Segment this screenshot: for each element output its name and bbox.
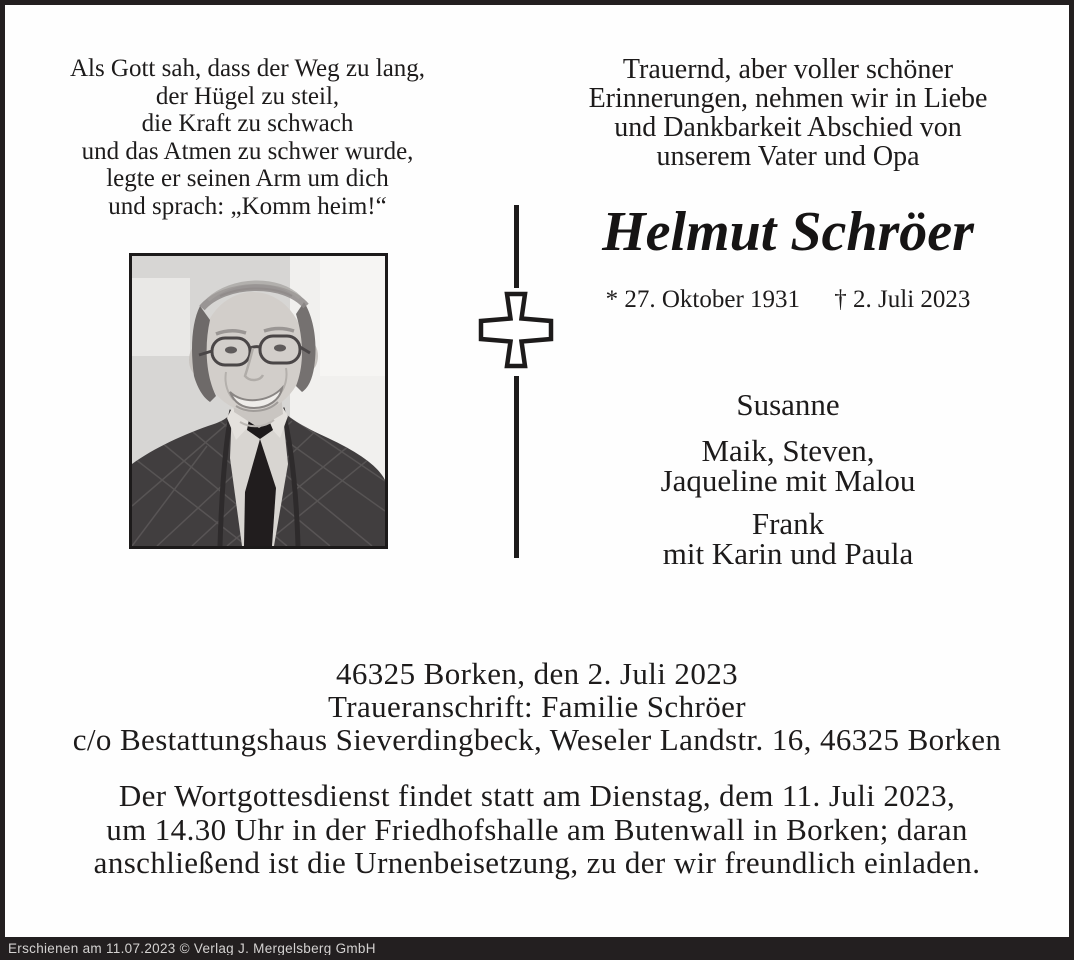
mourner-line: mit Karin und Paula: [662, 536, 914, 571]
mourner-line: Susanne: [736, 387, 840, 422]
imprint-text: Erschienen am 11.07.2023 © Verlag J. Mergelsberg GmbH: [8, 941, 376, 956]
mourner-line: Jaqueline mit Malou: [660, 463, 916, 498]
life-dates: [538, 286, 1038, 314]
poem-line: und das Atmen zu schwer wurde,: [81, 137, 414, 165]
service-line: Der Wortgottesdienst findet statt am Dienstag, dem 11. Juli 2023,: [118, 778, 956, 813]
poem-line: Als Gott sah, dass der Weg zu lang,: [69, 55, 426, 82]
mourner-group: [538, 387, 1038, 422]
intro-line: und Dankbarkeit Abschied von: [614, 112, 962, 143]
service-line: um 14.30 Uhr in der Friedhofshalle am Butenwall in Borken; daran: [106, 811, 968, 847]
mourner-group: [538, 506, 1038, 571]
service-line: anschließend ist die Urnenbeisetzung, zu der wir freundlich einladen.: [93, 845, 981, 880]
address-block: [5, 657, 1069, 756]
birth-date: * 27. Oktober 1931: [605, 286, 801, 313]
divider-line-bottom: [514, 376, 519, 558]
poem-line: die Kraft zu schwach: [141, 110, 354, 137]
intro-line: Trauernd, aber voller schöner: [622, 54, 954, 85]
divider-line-top: [514, 205, 519, 288]
mourner-line: Frank: [751, 506, 825, 541]
farewell-intro: [538, 55, 1038, 171]
publisher-bar: [0, 937, 1074, 960]
death-date: † 2. Juli 2023: [834, 286, 971, 313]
mourner-line: Maik, Steven,: [701, 433, 875, 468]
intro-line: unserem Vater und Opa: [656, 141, 920, 172]
portrait-photo: [129, 253, 388, 549]
poem-line: der Hügel zu steil,: [155, 82, 340, 110]
funeral-home-address: c/o Bestattungshaus Sieverdingbeck, Weseler Landstr. 16, 46325 Borken: [72, 722, 1002, 757]
mourning-address: Traueranschrift: Familie Schröer: [328, 689, 746, 724]
poem-line: legte er seinen Arm um dich: [106, 165, 389, 192]
poem-line: und sprach: „Komm heim!“: [108, 192, 387, 220]
memorial-poem: [15, 55, 480, 220]
deceased-name: Helmut Schröer: [602, 201, 974, 263]
mourner-group: [538, 433, 1038, 498]
intro-line: Erinnerungen, nehmen wir in Liebe: [588, 83, 988, 114]
mourners-list: [538, 387, 1038, 571]
city-dateline: 46325 Borken, den 2. Juli 2023: [335, 656, 739, 691]
service-info: [5, 779, 1069, 880]
